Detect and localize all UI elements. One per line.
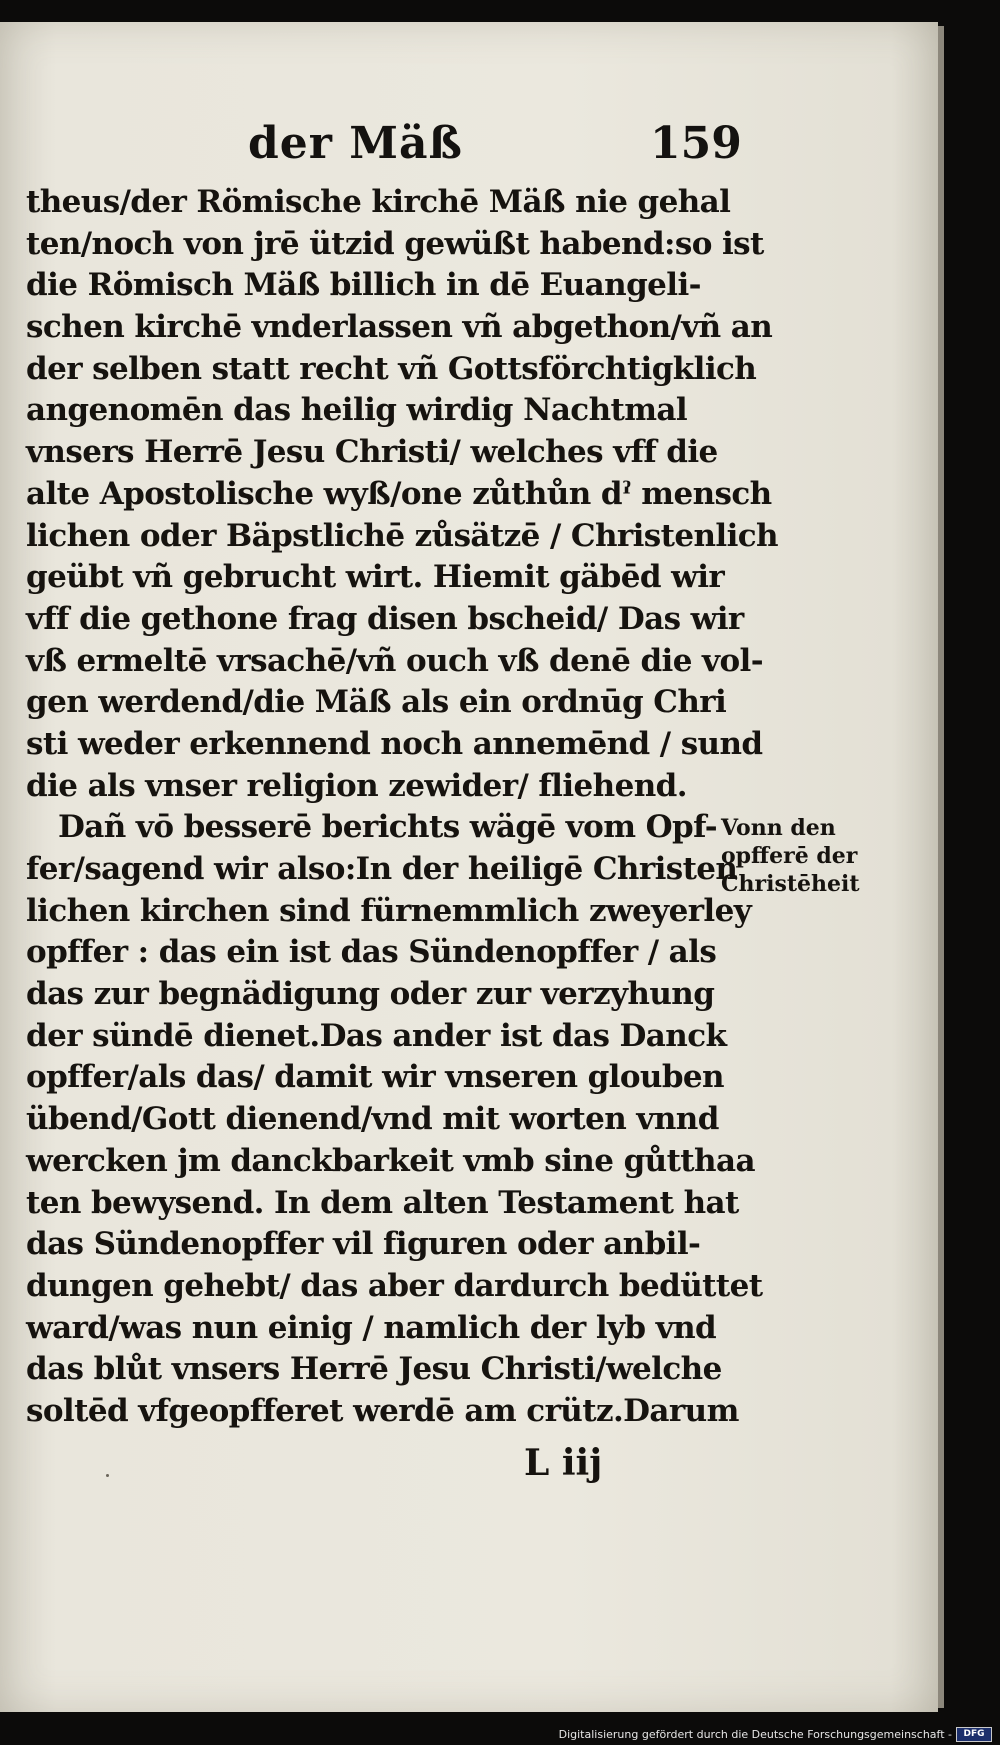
text-line: gen werdend/die Mäß als ein ordnūg Chri (26, 684, 727, 721)
text-line: angenomēn das heilig wirdig Nachtmal (26, 392, 688, 429)
text-line: geübt vñ gebrucht wirt. Hiemit gäbēd wir (26, 559, 725, 596)
text-line: der selben statt recht vñ Gottsförchtigklich (26, 350, 757, 387)
text-line: sti weder erkennend noch annemēnd / sund (26, 725, 763, 762)
paragraph-start-line: Dañ vō besserē berichts wägē vom Opf- (58, 809, 717, 846)
text-line: das blůt vnsers Herrē Jesu Christi/welche (26, 1351, 722, 1388)
text-line: lichen oder Bäpstlichē zůsätzē / Christenlich (26, 517, 778, 554)
marginal-note-line: Christēheit (721, 871, 860, 897)
text-line: schen kirchē vnderlassen vñ abgethon/vñ an (26, 309, 773, 346)
signature-mark: L iij (524, 1442, 603, 1484)
text-line: opffer : das ein ist das Sündenopffer / als (26, 934, 717, 971)
text-line: opffer/als das/ damit wir vnseren glouben (26, 1059, 724, 1096)
footer-bar (0, 1712, 1000, 1745)
dfg-logo-icon: DFG (956, 1727, 992, 1742)
paper-speck (106, 1474, 109, 1477)
page-header (0, 118, 938, 178)
text-line: fer/sagend wir also:In der heiligē Christen (26, 851, 738, 887)
text-line: vff die gethone frag disen bscheid/ Das wir (26, 600, 744, 637)
text-line: wercken jm danckbarkeit vmb sine gůtthaa (26, 1142, 755, 1179)
book-page (0, 22, 938, 1712)
text-line: die als vnser religion zewider/ fliehend. (26, 767, 687, 804)
funding-credit: Digitalisierung gefördert durch die Deutsche Forschungsgemeinschaft - (558, 1728, 952, 1741)
text-line: das Sündenopffer vil figuren oder anbil- (26, 1226, 701, 1263)
text-line: vß ermeltē vrsachē/vñ ouch vß denē die vol- (26, 642, 763, 679)
page-edge-shadow (938, 26, 944, 1708)
page-number: 159 (650, 118, 742, 169)
text-line: alte Apostolische wyß/one zůthůn dˀ mensch (26, 475, 772, 512)
marginal-note-line: opfferē der (721, 843, 858, 869)
text-line: soltēd vfgeopfferet werdē am crütz.Darum (26, 1392, 739, 1429)
text-line: übend/Gott dienend/vnd mit worten vnnd (26, 1101, 719, 1138)
text-line: ten/noch von jrē ützid gewüßt habend:so ist (26, 225, 764, 262)
text-line: lichen kirchen sind fürnemmlich zweyerley (26, 892, 752, 929)
text-line: dungen gehebt/ das aber dardurch bedüttet (26, 1267, 763, 1304)
marginal-note (721, 814, 871, 898)
text-line: vnsers Herrē Jesu Christi/ welches vff die (26, 434, 718, 471)
text-line: die Römisch Mäß billich in dē Euangeli- (26, 267, 701, 304)
text-line: theus/der Römische kirchē Mäß nie gehal (26, 184, 731, 220)
text-line: das zur begnädigung oder zur verzyhung (26, 976, 715, 1013)
text-line: ward/was nun einig / namlich der lyb vnd (26, 1309, 717, 1346)
running-head: der Mäß (248, 118, 463, 169)
text-line: ten bewysend. In dem alten Testament hat (26, 1184, 739, 1221)
marginal-note-line: Vonn den (721, 815, 836, 841)
main-text-block (26, 182, 778, 1433)
text-line: der sündē dienet.Das ander ist das Danck (26, 1017, 727, 1054)
